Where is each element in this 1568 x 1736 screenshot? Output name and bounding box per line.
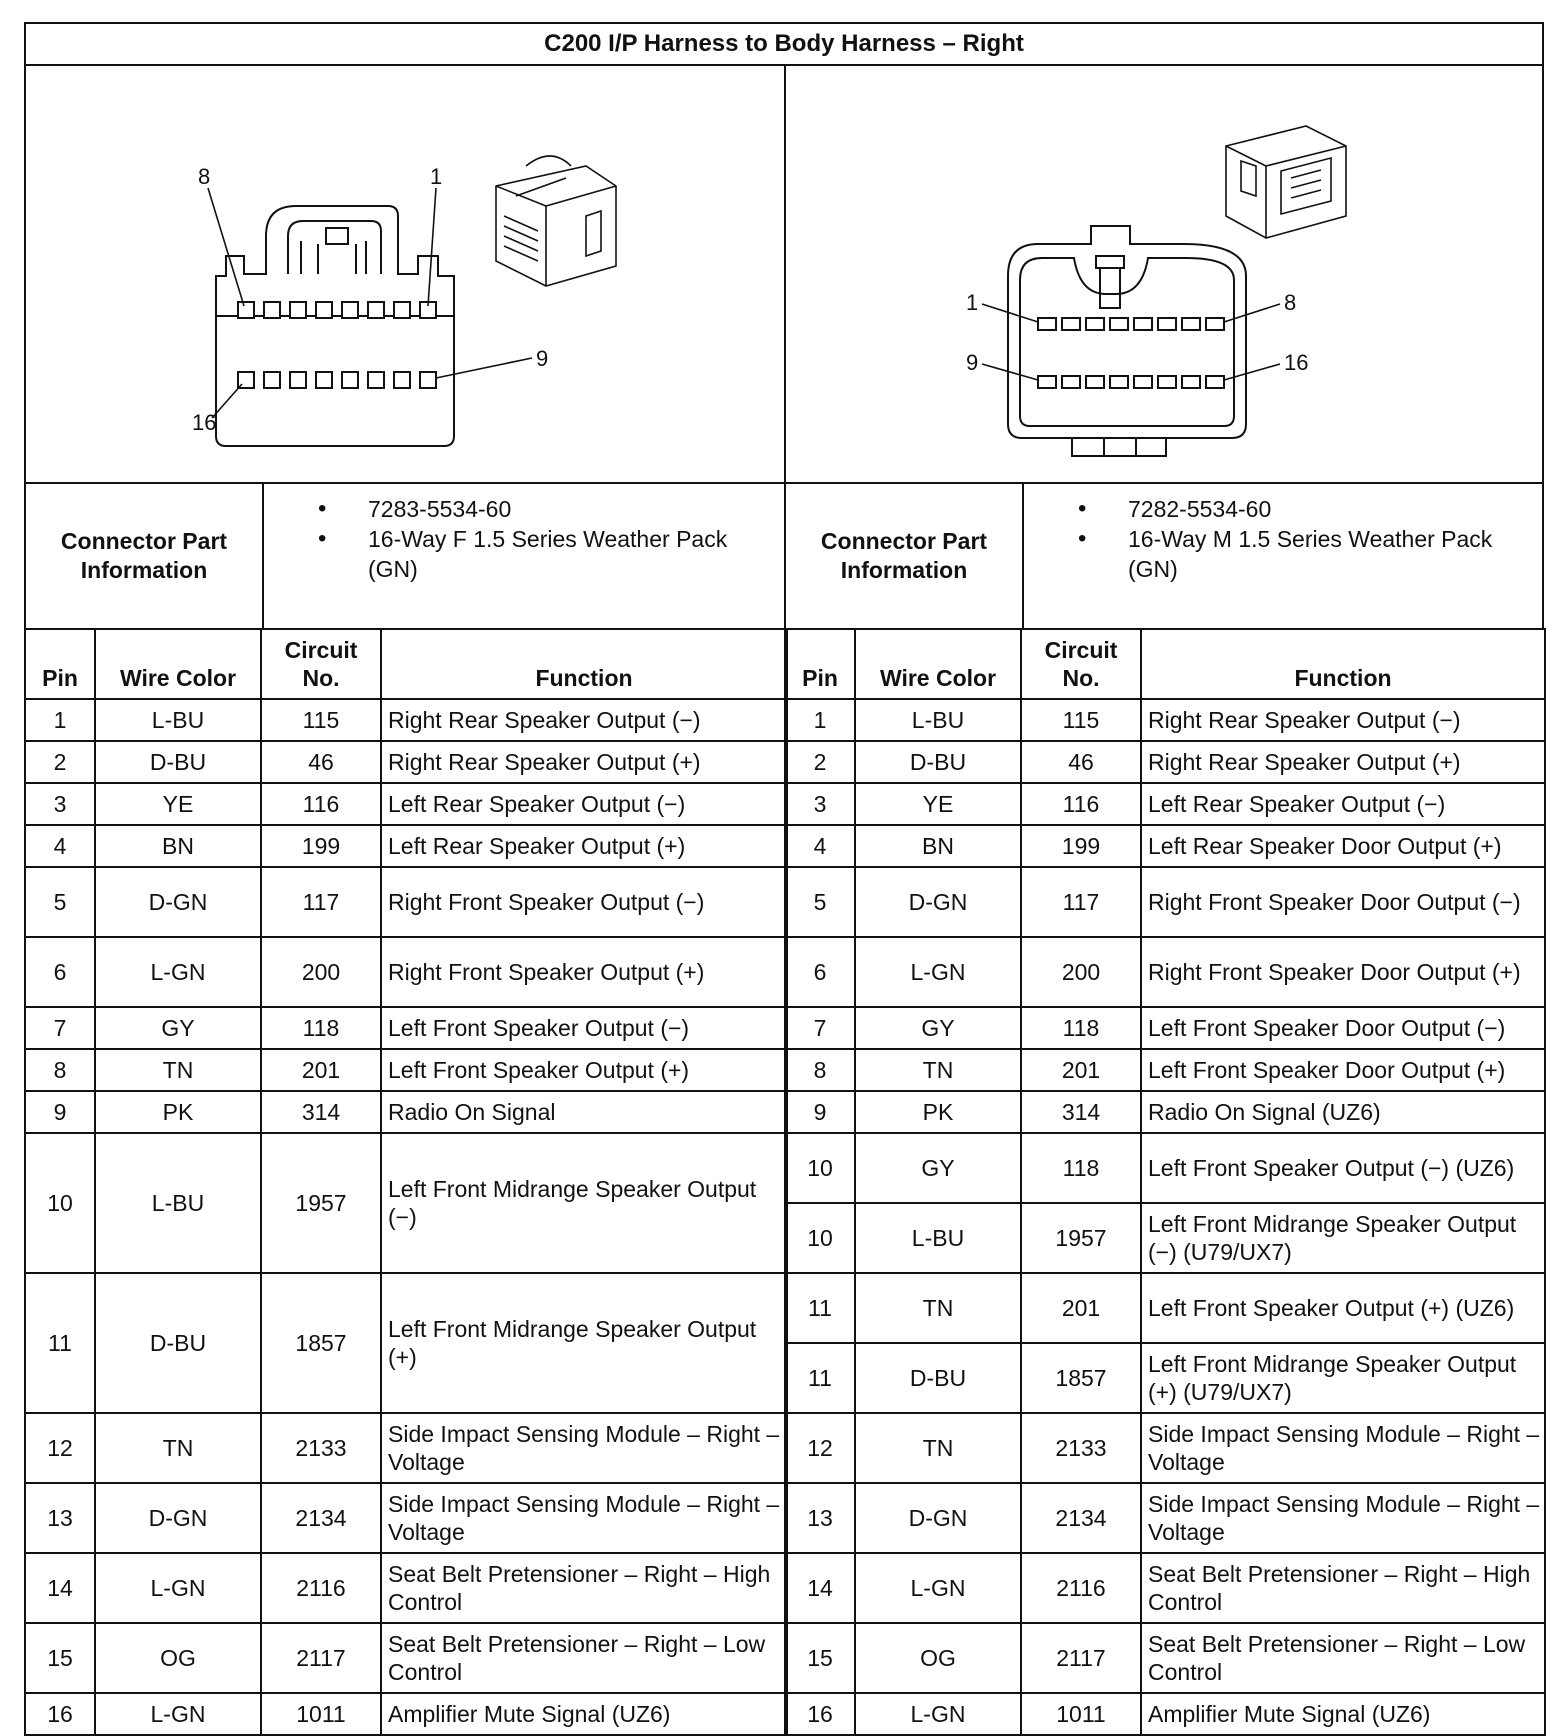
pin-cell: 11 bbox=[785, 1273, 855, 1343]
function-cell: Side Impact Sensing Module – Right – Voltage bbox=[381, 1413, 787, 1483]
right-part-info bbox=[784, 482, 1544, 630]
wire-color-cell: D-BU bbox=[95, 741, 261, 783]
wire-color-cell: TN bbox=[855, 1413, 1021, 1483]
circuit-cell: 199 bbox=[1021, 825, 1141, 867]
function-cell: Left Front Speaker Door Output (−) bbox=[1141, 1007, 1545, 1049]
pin-cell: 1 bbox=[25, 699, 95, 741]
function-cell: Left Front Midrange Speaker Output (−) bbox=[381, 1133, 787, 1273]
function-cell: Radio On Signal bbox=[381, 1091, 787, 1133]
table-row bbox=[25, 783, 787, 825]
table-row bbox=[25, 1049, 787, 1091]
part-info-label: Connector Part Information bbox=[786, 484, 1024, 628]
function-cell: Right Rear Speaker Output (−) bbox=[381, 699, 787, 741]
circuit-cell: 118 bbox=[1021, 1133, 1141, 1203]
circuit-cell: 314 bbox=[261, 1091, 381, 1133]
wire-color-cell: BN bbox=[95, 825, 261, 867]
pin-cell: 1 bbox=[785, 699, 855, 741]
callout-pin-8: 8 bbox=[1284, 290, 1297, 315]
pin-cell: 5 bbox=[25, 867, 95, 937]
pin-cell: 2 bbox=[25, 741, 95, 783]
wire-color-cell: L-BU bbox=[855, 699, 1021, 741]
table-row bbox=[785, 1007, 1545, 1049]
function-cell: Left Front Speaker Door Output (+) bbox=[1141, 1049, 1545, 1091]
pin-cell: 5 bbox=[785, 867, 855, 937]
circuit-cell: 116 bbox=[1021, 783, 1141, 825]
table-row bbox=[25, 867, 787, 937]
wire-color-cell: GY bbox=[855, 1133, 1021, 1203]
function-cell: Left Front Midrange Speaker Output (+) bbox=[381, 1273, 787, 1413]
pin-cell: 16 bbox=[785, 1693, 855, 1735]
function-cell: Seat Belt Pretensioner – Right – Low Control bbox=[1141, 1623, 1545, 1693]
circuit-cell: 115 bbox=[261, 699, 381, 741]
part-description: • 16-Way F 1.5 Series Weather Pack (GN) bbox=[264, 524, 778, 584]
pin-cell: 7 bbox=[785, 1007, 855, 1049]
col-wire-color: Wire Color bbox=[855, 629, 1021, 699]
circuit-cell: 2133 bbox=[261, 1413, 381, 1483]
circuit-cell: 117 bbox=[1021, 867, 1141, 937]
circuit-cell: 116 bbox=[261, 783, 381, 825]
circuit-cell: 118 bbox=[1021, 1007, 1141, 1049]
callout-pin-9: 9 bbox=[536, 346, 549, 371]
pin-cell: 4 bbox=[25, 825, 95, 867]
pin-cell: 4 bbox=[785, 825, 855, 867]
circuit-cell: 118 bbox=[261, 1007, 381, 1049]
col-function: Function bbox=[1141, 629, 1545, 699]
circuit-cell: 201 bbox=[1021, 1049, 1141, 1091]
function-cell: Left Front Speaker Output (−) bbox=[381, 1007, 787, 1049]
wire-color-cell: L-BU bbox=[855, 1203, 1021, 1273]
table-row bbox=[785, 1203, 1545, 1273]
pin-cell: 6 bbox=[785, 937, 855, 1007]
table-row bbox=[25, 1693, 787, 1735]
table-row bbox=[785, 783, 1545, 825]
pin-cell: 10 bbox=[785, 1203, 855, 1273]
wire-color-cell: TN bbox=[855, 1273, 1021, 1343]
part-number: • 7283-5534-60 bbox=[264, 494, 778, 524]
pin-cell: 16 bbox=[25, 1693, 95, 1735]
wire-color-cell: D-GN bbox=[95, 1483, 261, 1553]
circuit-cell: 314 bbox=[1021, 1091, 1141, 1133]
col-pin: Pin bbox=[25, 629, 95, 699]
function-cell: Left Rear Speaker Output (+) bbox=[381, 825, 787, 867]
col-wire-color: Wire Color bbox=[95, 629, 261, 699]
pin-cell: 3 bbox=[785, 783, 855, 825]
pin-cell: 12 bbox=[785, 1413, 855, 1483]
col-circuit-no: Circuit No. bbox=[261, 629, 381, 699]
pin-cell: 11 bbox=[785, 1343, 855, 1413]
wire-color-cell: YE bbox=[855, 783, 1021, 825]
page-title: C200 I/P Harness to Body Harness – Right bbox=[24, 22, 1544, 66]
circuit-cell: 199 bbox=[261, 825, 381, 867]
function-cell: Right Rear Speaker Output (+) bbox=[381, 741, 787, 783]
circuit-cell: 46 bbox=[261, 741, 381, 783]
pin-cell: 11 bbox=[25, 1273, 95, 1413]
circuit-cell: 2117 bbox=[1021, 1623, 1141, 1693]
table-row bbox=[25, 937, 787, 1007]
table-row bbox=[25, 1553, 787, 1623]
function-cell: Side Impact Sensing Module – Right – Voltage bbox=[381, 1483, 787, 1553]
part-description: • 16-Way M 1.5 Series Weather Pack (GN) bbox=[1024, 524, 1536, 584]
wire-color-cell: D-GN bbox=[855, 1483, 1021, 1553]
circuit-cell: 2116 bbox=[261, 1553, 381, 1623]
circuit-cell: 2133 bbox=[1021, 1413, 1141, 1483]
wire-color-cell: YE bbox=[95, 783, 261, 825]
male-connector-drawing bbox=[786, 66, 1542, 482]
wire-color-cell: D-BU bbox=[855, 741, 1021, 783]
function-cell: Seat Belt Pretensioner – Right – Low Control bbox=[381, 1623, 787, 1693]
table-row bbox=[785, 1273, 1545, 1343]
wire-color-cell: D-BU bbox=[855, 1343, 1021, 1413]
wire-color-cell: L-GN bbox=[855, 1693, 1021, 1735]
callout-pin-16: 16 bbox=[1284, 350, 1309, 375]
table-row bbox=[25, 825, 787, 867]
circuit-cell: 200 bbox=[1021, 937, 1141, 1007]
pin-cell: 3 bbox=[25, 783, 95, 825]
table-row bbox=[25, 1091, 787, 1133]
function-cell: Right Front Speaker Door Output (+) bbox=[1141, 937, 1545, 1007]
left-connector-diagram bbox=[24, 64, 786, 484]
pin-cell: 9 bbox=[25, 1091, 95, 1133]
pin-cell: 10 bbox=[785, 1133, 855, 1203]
pin-cell: 13 bbox=[25, 1483, 95, 1553]
connector-sheet bbox=[24, 22, 1544, 1727]
circuit-cell: 1857 bbox=[1021, 1343, 1141, 1413]
wire-color-cell: L-BU bbox=[95, 1133, 261, 1273]
function-cell: Right Front Speaker Output (+) bbox=[381, 937, 787, 1007]
function-cell: Right Rear Speaker Output (−) bbox=[1141, 699, 1545, 741]
circuit-cell: 1957 bbox=[1021, 1203, 1141, 1273]
function-cell: Left Front Speaker Output (+) (UZ6) bbox=[1141, 1273, 1545, 1343]
right-pin-cavities bbox=[1038, 318, 1224, 388]
table-row bbox=[785, 1553, 1545, 1623]
left-pin-table bbox=[24, 628, 788, 1736]
wire-color-cell: D-GN bbox=[95, 867, 261, 937]
callout-pin-8: 8 bbox=[198, 164, 211, 189]
wire-color-cell: L-GN bbox=[855, 1553, 1021, 1623]
function-cell: Right Front Speaker Output (−) bbox=[381, 867, 787, 937]
table-row bbox=[785, 937, 1545, 1007]
table-row bbox=[785, 1091, 1545, 1133]
circuit-cell: 1957 bbox=[261, 1133, 381, 1273]
table-row bbox=[25, 1483, 787, 1553]
table-row bbox=[785, 1413, 1545, 1483]
wire-color-cell: GY bbox=[95, 1007, 261, 1049]
callout-pin-16: 16 bbox=[192, 410, 217, 435]
table-row bbox=[25, 1007, 787, 1049]
wire-color-cell: OG bbox=[95, 1623, 261, 1693]
circuit-cell: 201 bbox=[261, 1049, 381, 1091]
callout-pin-1: 1 bbox=[966, 290, 979, 315]
function-cell: Amplifier Mute Signal (UZ6) bbox=[381, 1693, 787, 1735]
function-cell: Left Front Speaker Output (−) (UZ6) bbox=[1141, 1133, 1545, 1203]
wire-color-cell: OG bbox=[855, 1623, 1021, 1693]
circuit-cell: 200 bbox=[261, 937, 381, 1007]
left-pin-cavities bbox=[238, 302, 436, 388]
col-circuit-no: Circuit No. bbox=[1021, 629, 1141, 699]
pin-cell: 7 bbox=[25, 1007, 95, 1049]
circuit-cell: 115 bbox=[1021, 699, 1141, 741]
pin-cell: 13 bbox=[785, 1483, 855, 1553]
circuit-cell: 1857 bbox=[261, 1273, 381, 1413]
part-info-list bbox=[1024, 494, 1536, 584]
table-row bbox=[785, 741, 1545, 783]
function-cell: Seat Belt Pretensioner – Right – High Control bbox=[1141, 1553, 1545, 1623]
function-cell: Right Front Speaker Door Output (−) bbox=[1141, 867, 1545, 937]
wire-color-cell: D-BU bbox=[95, 1273, 261, 1413]
pin-cell: 9 bbox=[785, 1091, 855, 1133]
table-row bbox=[25, 741, 787, 783]
function-cell: Side Impact Sensing Module – Right – Voltage bbox=[1141, 1413, 1545, 1483]
circuit-cell: 2134 bbox=[261, 1483, 381, 1553]
left-part-info bbox=[24, 482, 786, 630]
right-pin-table bbox=[784, 628, 1546, 1736]
callout-pin-9: 9 bbox=[966, 350, 979, 375]
circuit-cell: 1011 bbox=[1021, 1693, 1141, 1735]
table-row bbox=[785, 1693, 1545, 1735]
table-row bbox=[25, 699, 787, 741]
table-row bbox=[785, 1343, 1545, 1413]
circuit-cell: 2116 bbox=[1021, 1553, 1141, 1623]
table-row bbox=[25, 1273, 787, 1413]
function-cell: Left Rear Speaker Output (−) bbox=[381, 783, 787, 825]
function-cell: Left Rear Speaker Output (−) bbox=[1141, 783, 1545, 825]
pin-cell: 6 bbox=[25, 937, 95, 1007]
wire-color-cell: L-GN bbox=[95, 937, 261, 1007]
part-info-list bbox=[264, 494, 778, 584]
col-pin: Pin bbox=[785, 629, 855, 699]
table-row bbox=[785, 825, 1545, 867]
function-cell: Amplifier Mute Signal (UZ6) bbox=[1141, 1693, 1545, 1735]
circuit-cell: 1011 bbox=[261, 1693, 381, 1735]
wire-color-cell: L-GN bbox=[855, 937, 1021, 1007]
wire-color-cell: L-GN bbox=[95, 1693, 261, 1735]
table-row bbox=[25, 1623, 787, 1693]
circuit-cell: 201 bbox=[1021, 1273, 1141, 1343]
pin-cell: 8 bbox=[785, 1049, 855, 1091]
part-number: • 7282-5534-60 bbox=[1024, 494, 1536, 524]
pin-cell: 15 bbox=[785, 1623, 855, 1693]
function-cell: Left Rear Speaker Door Output (+) bbox=[1141, 825, 1545, 867]
circuit-cell: 46 bbox=[1021, 741, 1141, 783]
wire-color-cell: L-GN bbox=[95, 1553, 261, 1623]
function-cell: Left Front Midrange Speaker Output (+) (U79/UX7) bbox=[1141, 1343, 1545, 1413]
table-row bbox=[25, 1133, 787, 1273]
table-row bbox=[785, 1623, 1545, 1693]
col-function: Function bbox=[381, 629, 787, 699]
pin-cell: 15 bbox=[25, 1623, 95, 1693]
male-connector-iso bbox=[1226, 126, 1346, 238]
table-row bbox=[785, 1483, 1545, 1553]
part-info-label: Connector Part Information bbox=[26, 484, 264, 628]
right-connector-diagram bbox=[784, 64, 1544, 484]
function-cell: Right Rear Speaker Output (+) bbox=[1141, 741, 1545, 783]
pin-cell: 8 bbox=[25, 1049, 95, 1091]
circuit-cell: 2134 bbox=[1021, 1483, 1141, 1553]
wire-color-cell: TN bbox=[95, 1413, 261, 1483]
table-row bbox=[785, 867, 1545, 937]
callout-pin-1: 1 bbox=[430, 164, 443, 189]
pin-cell: 14 bbox=[785, 1553, 855, 1623]
wire-color-cell: PK bbox=[95, 1091, 261, 1133]
wire-color-cell: GY bbox=[855, 1007, 1021, 1049]
wire-color-cell: TN bbox=[855, 1049, 1021, 1091]
pin-cell: 10 bbox=[25, 1133, 95, 1273]
circuit-cell: 117 bbox=[261, 867, 381, 937]
function-cell: Seat Belt Pretensioner – Right – High Control bbox=[381, 1553, 787, 1623]
table-row bbox=[785, 699, 1545, 741]
table-row bbox=[785, 1133, 1545, 1203]
wire-color-cell: BN bbox=[855, 825, 1021, 867]
wire-color-cell: PK bbox=[855, 1091, 1021, 1133]
pin-cell: 2 bbox=[785, 741, 855, 783]
circuit-cell: 2117 bbox=[261, 1623, 381, 1693]
wire-color-cell: TN bbox=[95, 1049, 261, 1091]
female-connector-iso bbox=[496, 156, 616, 286]
table-row bbox=[25, 1413, 787, 1483]
function-cell: Side Impact Sensing Module – Right – Voltage bbox=[1141, 1483, 1545, 1553]
function-cell: Left Front Speaker Output (+) bbox=[381, 1049, 787, 1091]
wire-color-cell: L-BU bbox=[95, 699, 261, 741]
function-cell: Left Front Midrange Speaker Output (−) (U79/UX7) bbox=[1141, 1203, 1545, 1273]
female-connector-drawing bbox=[26, 66, 784, 482]
wire-color-cell: D-GN bbox=[855, 867, 1021, 937]
function-cell: Radio On Signal (UZ6) bbox=[1141, 1091, 1545, 1133]
pin-cell: 12 bbox=[25, 1413, 95, 1483]
pin-cell: 14 bbox=[25, 1553, 95, 1623]
table-row bbox=[785, 1049, 1545, 1091]
